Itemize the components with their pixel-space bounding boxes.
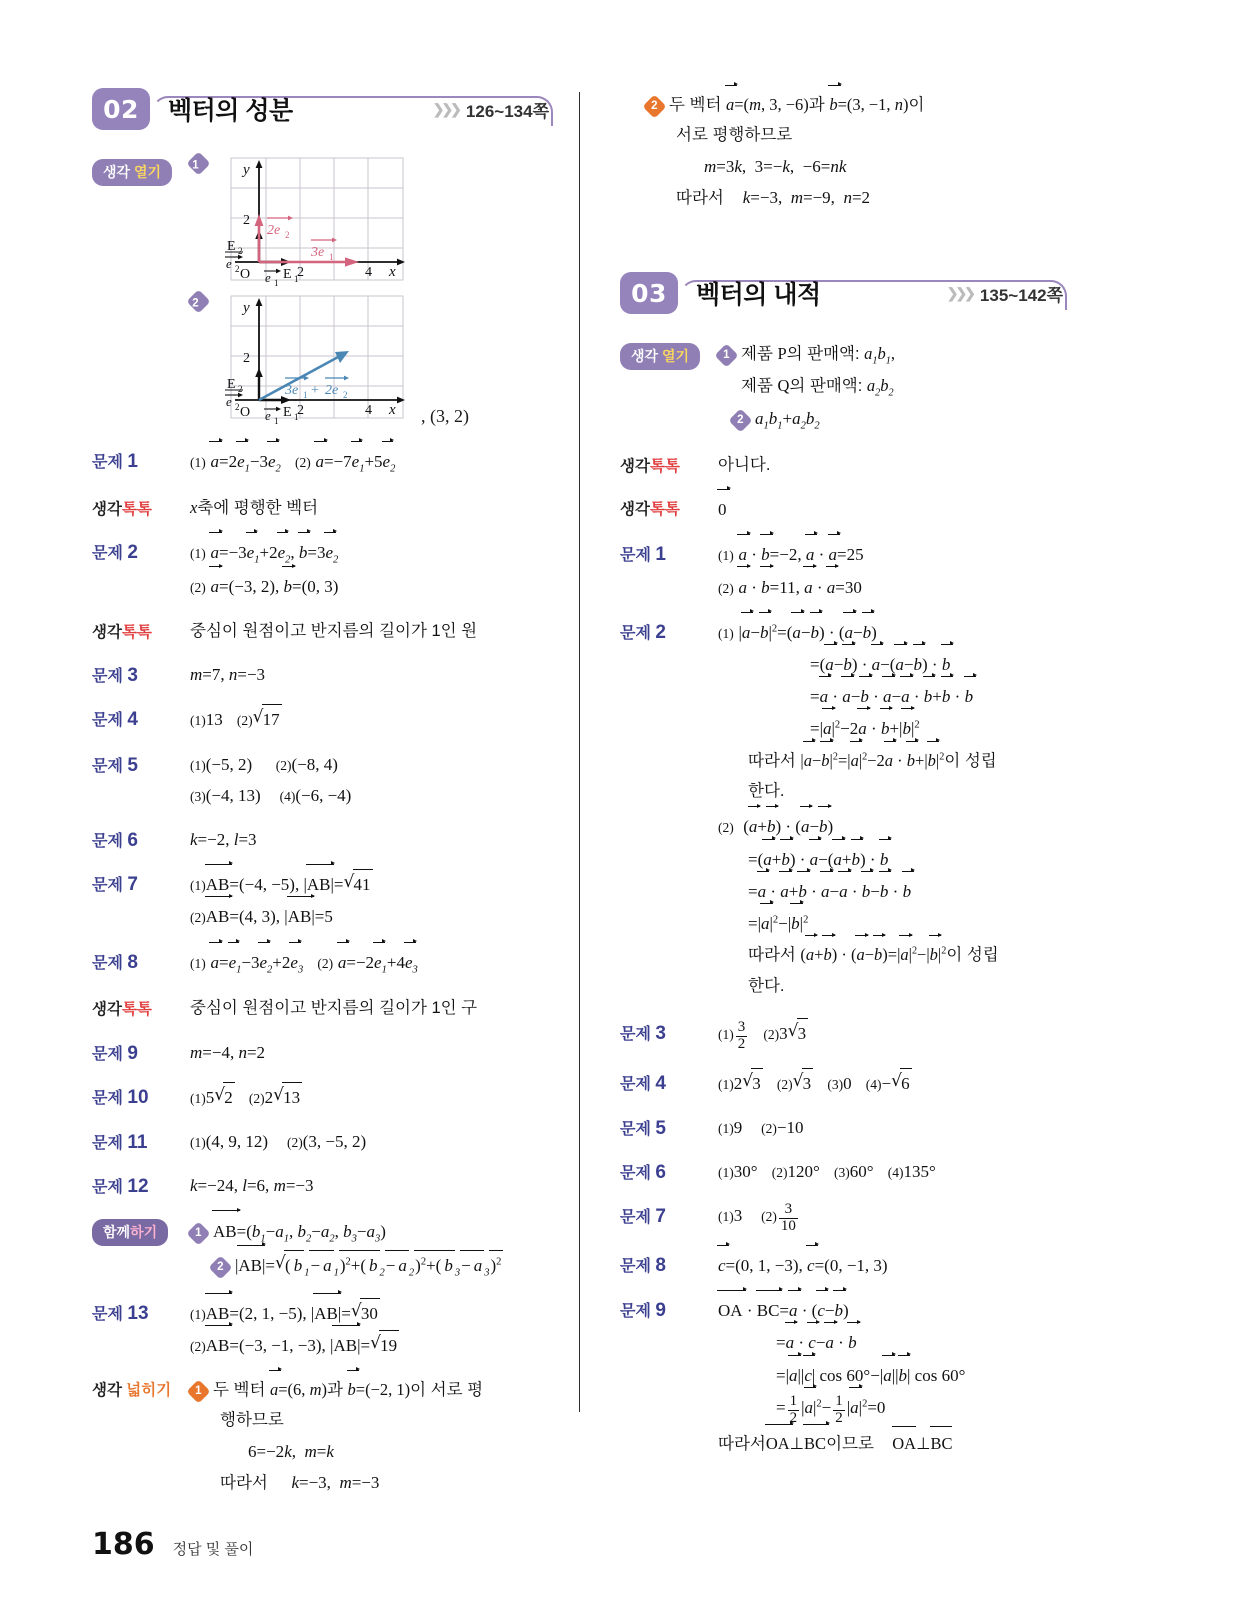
think-open-pill: 생각 열기 [620,343,700,370]
answer-line: 따라서 k=−3, m=−9, n=2 [676,187,871,207]
problem-row-right-9 [620,1295,1067,1460]
think-open-block [92,156,553,433]
svg-text:2e: 2e [325,383,339,398]
problem-label-3: 문제 3 [620,1023,666,1045]
answer-line: (2)AB=(4, 3), |AB|=5 [190,901,553,931]
svg-text:e: e [265,408,271,423]
think-open-pill: 생각 열기 [92,159,172,186]
problem-row-right-7 [620,1201,1067,1237]
answer-line: (2) a · b=11, a · a=30 [718,572,1067,602]
bullet-1-icon: 1 [714,344,738,368]
answer-line: k=−2, l=3 [190,829,257,849]
page-number: 186 [92,1527,155,1562]
answer-line: 아니다. [718,455,771,474]
think-open-block-right [620,340,1067,437]
think-tok-body [712,451,1067,481]
problem-row-left-1 [92,446,553,481]
answer-line: 1 제품 P의 판매액: $a_1b_1$, [718,340,1067,370]
section-pages-03 [947,281,1063,306]
think-tok-body [712,494,1067,526]
svg-text:2: 2 [238,246,243,256]
problem-body-9 [712,1295,1067,1460]
problem-body-7 [712,1201,1067,1237]
answer-line: (1) a · b=−2, a · a=25 [718,539,1067,569]
problem-body-4 [184,704,553,736]
widen-block [92,1375,553,1499]
answer-line: (1)(4, 9, 12) (2)(3, −5, 2) [190,1132,367,1152]
answer-line: 중심이 원점이고 반지름의 길이가 1인 구 [190,999,478,1018]
answer-line: 2 $a_1b_1+a_2b_2$ [718,404,1067,436]
together-label [92,1216,184,1246]
answer-line: (1)2 √ 3 (2) √ 3 (3)0 (4)− √ 6 [718,1068,1067,1098]
answer-line: (2)AB=(−3, −1, −3), |AB|= √ 19 [190,1330,553,1360]
svg-text:1: 1 [294,412,299,422]
problem-row-left-3 [92,660,553,691]
problem-row-left-11 [92,1127,553,1158]
answer-line: (1)5 √ 2 (2)2 √ 13 [190,1082,553,1112]
graph-2-wrap [190,294,553,427]
svg-text:e: e [265,270,271,285]
problem-label-3: 문제 3 [92,665,138,687]
think-tok-body [184,994,553,1024]
answer-line: m=−4, n=2 [190,1042,266,1062]
think-tok-row-right-2 [620,494,1067,526]
svg-text:1: 1 [303,390,308,400]
answer-line: 한다. [748,976,785,995]
svg-text:y: y [243,162,250,178]
answer-line: 2 |AB|= √ ( b $_1$− a $_1$)$^2$+( b $_2$− a $_2$)$^2$+( b $_3$− a $_3$)$^2$ [190,1250,553,1283]
problem-label-9: 문제 9 [92,1042,138,1064]
svg-text:1: 1 [294,274,299,284]
bullet-2-icon: 2 [728,409,752,433]
svg-text:E: E [227,377,236,392]
answer-line: (1)(−5, 2) (2)(−8, 4) [190,754,338,774]
problem-body-1 [184,446,553,481]
page-footer [92,1527,253,1562]
answer-line: x축에 평행한 벡터 [190,497,319,517]
section-title-02: 벡터의 성분 [168,97,293,125]
answer-line: 6=−2k, m=k [248,1441,334,1461]
widen-continued-block [620,90,1067,214]
problem-body-9 [184,1038,553,1069]
footer-label: 정답 및 풀이 [172,1541,254,1558]
answer-line: $=|a|^2-2a \cdot b+|b|^2$ [718,713,1067,743]
answer-line: (1)30° (2)120° (3)60° (4)135° [718,1162,936,1182]
problem-label-4: 문제 4 [620,1072,666,1094]
svg-text:4: 4 [365,265,372,280]
problem-row-right-1 [620,539,1067,603]
widen-label: 생각 넓히기 [92,1382,172,1400]
think-tok-row-left-2 [92,617,553,647]
section-number-03: 03 [620,272,678,314]
svg-text:4: 4 [365,403,372,418]
problem-label-4: 문제 4 [92,709,138,731]
answer-line: (1)13 (2) √ 17 [190,704,553,734]
think-tok-row-left-1 [92,494,553,524]
problem-body-4 [712,1068,1067,1100]
answer-line: = $\frac{1}{2}$ $|a|^2-$ $\frac{1}{2}$ $|a|^2=0$ [776,1393,886,1426]
problem-body-1 [712,539,1067,603]
problem-label-2: 문제 2 [92,541,138,563]
answer-line: (1) $|a-b|^2=(a-b) \cdot (a-b)$ [718,617,1067,647]
problem-body-7 [184,869,553,933]
svg-text:2: 2 [285,230,290,240]
problem-label-1: 문제 1 [92,451,138,472]
svg-text:2: 2 [297,403,304,418]
problem-label-6: 문제 6 [620,1162,666,1184]
answer-line: (1)AB=(2, 1, −5), |AB|= √ 30 [190,1298,553,1328]
two-column-body [92,88,1148,1512]
problem-label-10: 문제 10 [92,1086,149,1108]
bullet-2-icon: 2 [208,1256,232,1280]
problem-body-3 [184,660,553,691]
svg-text:x: x [389,264,396,280]
answer-line: 0 [718,494,1067,524]
problem-label-5: 문제 5 [620,1117,666,1139]
section-header-03 [620,272,1067,324]
svg-text:3e: 3e [285,383,299,398]
widen-body [184,1375,553,1499]
think-tok-label: 생각톡톡 [92,1001,152,1019]
problem-row-right-5 [620,1113,1067,1144]
graph-2-resultant-vector [213,294,411,426]
bullet-2-icon: 2 [186,289,210,313]
problem-body-12 [184,1171,553,1202]
answer-line: (1)9 (2)−10 [718,1117,804,1137]
graph-2-answer-tail: , (3, 2) [421,406,469,426]
problem-row-left-13 [92,1298,553,1362]
svg-text:2: 2 [343,390,348,400]
problem-label-5: 문제 5 [92,754,138,776]
answer-line: 따라서 $(a+b) \cdot (a-b)=|a|^2-|b|^2$이 성립 [718,940,1067,969]
problem-row-left-12 [92,1171,553,1202]
answer-line: (2) a=(−3, 2), b=(0, 3) [190,571,553,601]
answer-line: k=−24, l=6, m=−3 [190,1176,314,1196]
svg-text:2: 2 [243,351,250,366]
problem-body-5 [712,1113,1067,1144]
problem-body-10 [184,1082,553,1114]
problem-label-8: 문제 8 [92,951,138,973]
svg-text:E: E [283,267,292,282]
problem-label-12: 문제 12 [92,1176,149,1198]
svg-text:2: 2 [243,213,250,228]
answer-line: =|a||c| cos 60°−|a||b| cos 60° [718,1360,1067,1390]
answer-line: (1)AB=(−4, −5), |AB|= √ 41 [190,869,553,899]
problem-label-7: 문제 7 [92,874,138,896]
answer-line: $=|a|^2-|b|^2$ [718,908,1067,938]
section-title-03: 벡터의 내적 [696,281,821,310]
bullet-1-icon: 1 [186,1221,210,1245]
problem-row-left-8 [92,947,553,982]
think-open-body [184,156,553,433]
problem-label-11: 문제 11 [92,1132,148,1154]
problem-row-right-4 [620,1068,1067,1100]
problem-body-5 [184,750,553,812]
answer-line: (1) $a=2e_1-3e_2$ (2) $a=-7e_1+5e_2$ [190,446,553,479]
answer-line: =a · a+b · a−a · b−b · b [718,876,1067,906]
svg-text:y: y [243,300,250,316]
answer-line: 중심이 원점이고 반지름의 길이가 1인 원 [190,621,478,640]
problem-label-8: 문제 8 [620,1254,666,1276]
answer-line: (2) (a+b) · (a−b) [718,811,1067,841]
answer-line: OA · BC=a · (c−b) [718,1295,1067,1325]
problem-row-right-6 [620,1157,1067,1188]
think-tok-label: 생각톡톡 [620,501,680,519]
graph-1-wrap [190,156,553,288]
answer-line: (1) $\frac{3}{2}$ (2)3 √ 3 [718,1018,1067,1053]
problem-row-left-4 [92,704,553,736]
answer-line: (1) $a=e_1-3e_2+2e_3$ (2) $a=-2e_1+4e_3$ [190,947,553,980]
svg-text:e: e [226,256,232,271]
left-column [92,88,579,1512]
problem-row-left-10 [92,1082,553,1114]
problem-body-8 [184,947,553,982]
svg-text:E: E [227,239,236,254]
answer-line: m=3k, 3=−k, −6=nk [704,156,847,176]
think-tok-label: 생각톡톡 [92,500,152,518]
problem-body-6 [712,1157,1067,1188]
problem-label-13: 문제 13 [92,1302,149,1324]
bullet-1-icon: 1 [186,151,210,175]
think-tok-label: 생각톡톡 [620,457,680,475]
problem-body-2 [712,617,1067,1002]
problem-row-right-3 [620,1018,1067,1055]
answer-line: 따라서 $|a-b|^2=|a|^2-2a \cdot b+|b|^2$이 성립 [718,746,1067,775]
section-header-02 [92,88,553,140]
svg-text:1: 1 [329,252,334,262]
think-tok-label: 생각톡톡 [92,623,152,641]
problem-body-8 [712,1250,1067,1282]
answer-line: 제품 Q의 판매액: $a_2b_2$ [741,376,894,399]
section-pages-02 [433,97,549,122]
problem-body-2 [184,537,553,604]
problem-row-left-5 [92,750,553,812]
together-body [184,1216,553,1285]
together-pill: 함께하기 [92,1219,168,1246]
problem-label-7: 문제 7 [620,1206,666,1228]
problem-label-1: 문제 1 [620,544,666,566]
think-tok-row-right-1 [620,451,1067,481]
svg-text:+: + [311,383,319,398]
bullet-2-icon: 2 [642,94,666,118]
problem-body-6 [184,825,553,856]
think-open-label [92,156,184,186]
svg-text:2: 2 [235,402,240,412]
together-block [92,1216,553,1285]
answer-line: =a · c−a · b [718,1327,1067,1357]
think-open-body [712,340,1067,437]
problem-body-13 [184,1298,553,1362]
problem-row-left-7 [92,869,553,933]
answer-line: =a · a−b · a−a · b+b · b [718,681,1067,711]
svg-text:E: E [283,405,292,420]
chevron-right-icon: ❯❯❯ [432,101,459,117]
problem-label-9: 문제 9 [620,1300,666,1322]
answer-line: c=(0, 1, −3), c=(0, −1, 3) [718,1250,1067,1280]
svg-text:2: 2 [238,384,243,394]
svg-text:1: 1 [274,278,279,288]
section-pages-label: 135~142쪽 [979,286,1063,306]
section-number-02: 02 [92,88,150,130]
answer-line: (1)3 (2) $\frac{3}{10}$ [718,1201,796,1235]
answer-line: 따라서OA⊥BC이므로 OA⊥BC [718,1429,1067,1458]
answer-line: 1 $AB=(b_1-a_1$, $b_2-a_2$, $b_3-a_3$) [190,1216,553,1249]
answer-line: =(a−b) · a−(a−b) · b [718,649,1067,679]
svg-text:e: e [226,394,232,409]
answer-line: (3)(−4, 13) (4)(−6, −4) [190,785,352,805]
answer-line: 한다. [748,782,785,801]
think-open-label [620,340,712,370]
graph-1-basis-vectors [213,156,411,288]
svg-text:2: 2 [297,265,304,280]
chevron-right-icon: ❯❯❯ [946,285,973,302]
bullet-1-icon: 1 [186,1380,210,1404]
svg-text:1: 1 [274,416,279,426]
think-tok-row-left-3 [92,994,553,1024]
right-column [580,88,1067,1473]
svg-text:O: O [240,267,251,282]
answer-line: 따라서 k=−3, m=−3 [220,1473,380,1493]
problem-row-left-9 [92,1038,553,1069]
svg-text:O: O [240,405,251,420]
svg-text:x: x [389,402,396,418]
problem-label-2: 문제 2 [620,621,666,643]
svg-text:3e: 3e [311,245,325,260]
answer-line: =(a+b) · a−(a+b) · b [718,844,1067,874]
problem-row-right-2 [620,617,1067,1002]
section-pages-label: 126~134쪽 [465,102,549,121]
answer-line: m=7, n=−3 [190,665,266,685]
svg-text:2e: 2e [267,223,281,238]
problem-body-3 [712,1018,1067,1055]
answer-line: (1) $a=-3e_1+2e_2$, $b=3e_2$ [190,537,553,570]
think-tok-body [184,617,553,647]
svg-text:2: 2 [235,264,240,274]
widen-continued-body [620,90,1067,214]
answer-line: 행하므로 [220,1411,284,1430]
problem-row-left-2 [92,537,553,604]
problem-row-right-8 [620,1250,1067,1282]
problem-label-6: 문제 6 [92,829,138,851]
answer-line: 1 두 벡터 a=(6, m)과 b=(−2, 1)이 서로 평 [190,1375,553,1404]
problem-row-left-6 [92,825,553,856]
problem-body-11 [184,1127,553,1158]
answer-line: 2 두 벡터 a=(m, 3, −6)과 b=(3, −1, n)이 [646,90,1067,119]
think-tok-body [184,494,553,524]
answer-line: 서로 평행하므로 [676,126,793,145]
